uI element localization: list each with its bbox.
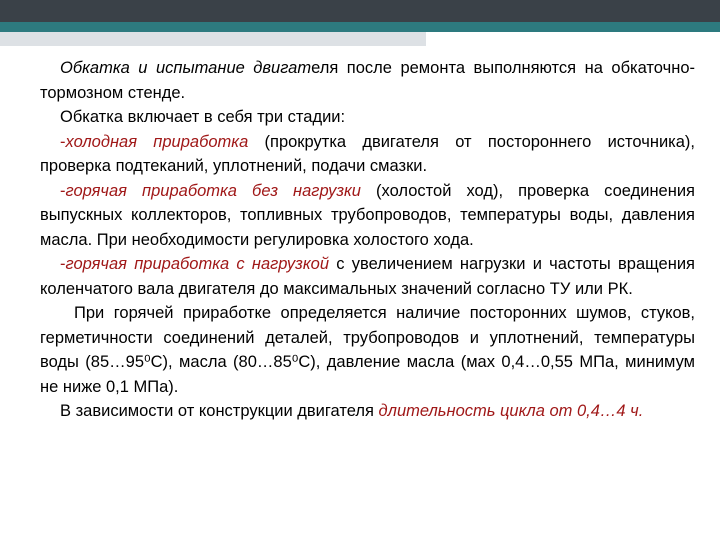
hot-no-load-dash: -	[60, 181, 66, 200]
paragraph-duration	[40, 399, 695, 424]
intro-text: еля после ремонта выполняются на обкаточно-тормозном стенде.	[40, 59, 695, 102]
hot-load-dash: -	[60, 255, 66, 273]
duration-term: длительность цикла от 0,4…4 ч.	[378, 402, 644, 420]
paragraph-intro	[40, 56, 695, 105]
hot-check-text: При горячей приработке определяется наличие посторонних шумов, стуков, герметичности соединений деталей, трубопроводов и уплотнений, температуры воды (85…95⁰С), масла (80…85⁰С), давление масла (мах 0,4…0,55 МПа, минимум не ниже 0,1 МПа).	[40, 304, 695, 396]
hot-no-load-term: горячая приработка без нагрузки	[65, 181, 361, 200]
header-dark-bar	[0, 0, 720, 22]
hot-no-load-text: (холостой ход), проверка соединения выпускных коллекторов, топливных трубопроводов, температуры воды, давления масла. При необходимости регулировка холостого хода.	[40, 181, 695, 249]
paragraph-hot-check	[40, 301, 695, 399]
cold-run-text: (прокрутка двигателя от постороннего источника), проверка подтеканий, уплотнений, подачи смазки.	[40, 132, 696, 175]
duration-text: В зависимости от конструкции двигателя	[60, 402, 379, 420]
header-light-right	[426, 32, 720, 52]
stages-text: Обкатка включает в себя три стадии:	[60, 108, 346, 126]
intro-italic: Обкатка и испытание двигат	[60, 59, 312, 77]
hot-load-text: с увеличением нагрузки и частоты вращения коленчатого вала двигателя до максимальных значений согласно ТУ или РК.	[40, 255, 695, 298]
slide-body	[40, 56, 695, 424]
paragraph-hot-no-load	[40, 179, 695, 253]
paragraph-cold-run	[40, 130, 695, 179]
cold-run-dash: -	[60, 132, 66, 151]
header-accent-bar	[0, 22, 720, 32]
hot-load-term: горячая приработка с нагрузкой	[65, 255, 329, 273]
paragraph-hot-load	[40, 252, 695, 301]
header-light-left	[0, 32, 426, 46]
header-light-bar	[0, 32, 720, 52]
cold-run-term: холодная приработка	[65, 132, 249, 151]
paragraph-stages	[40, 105, 695, 130]
